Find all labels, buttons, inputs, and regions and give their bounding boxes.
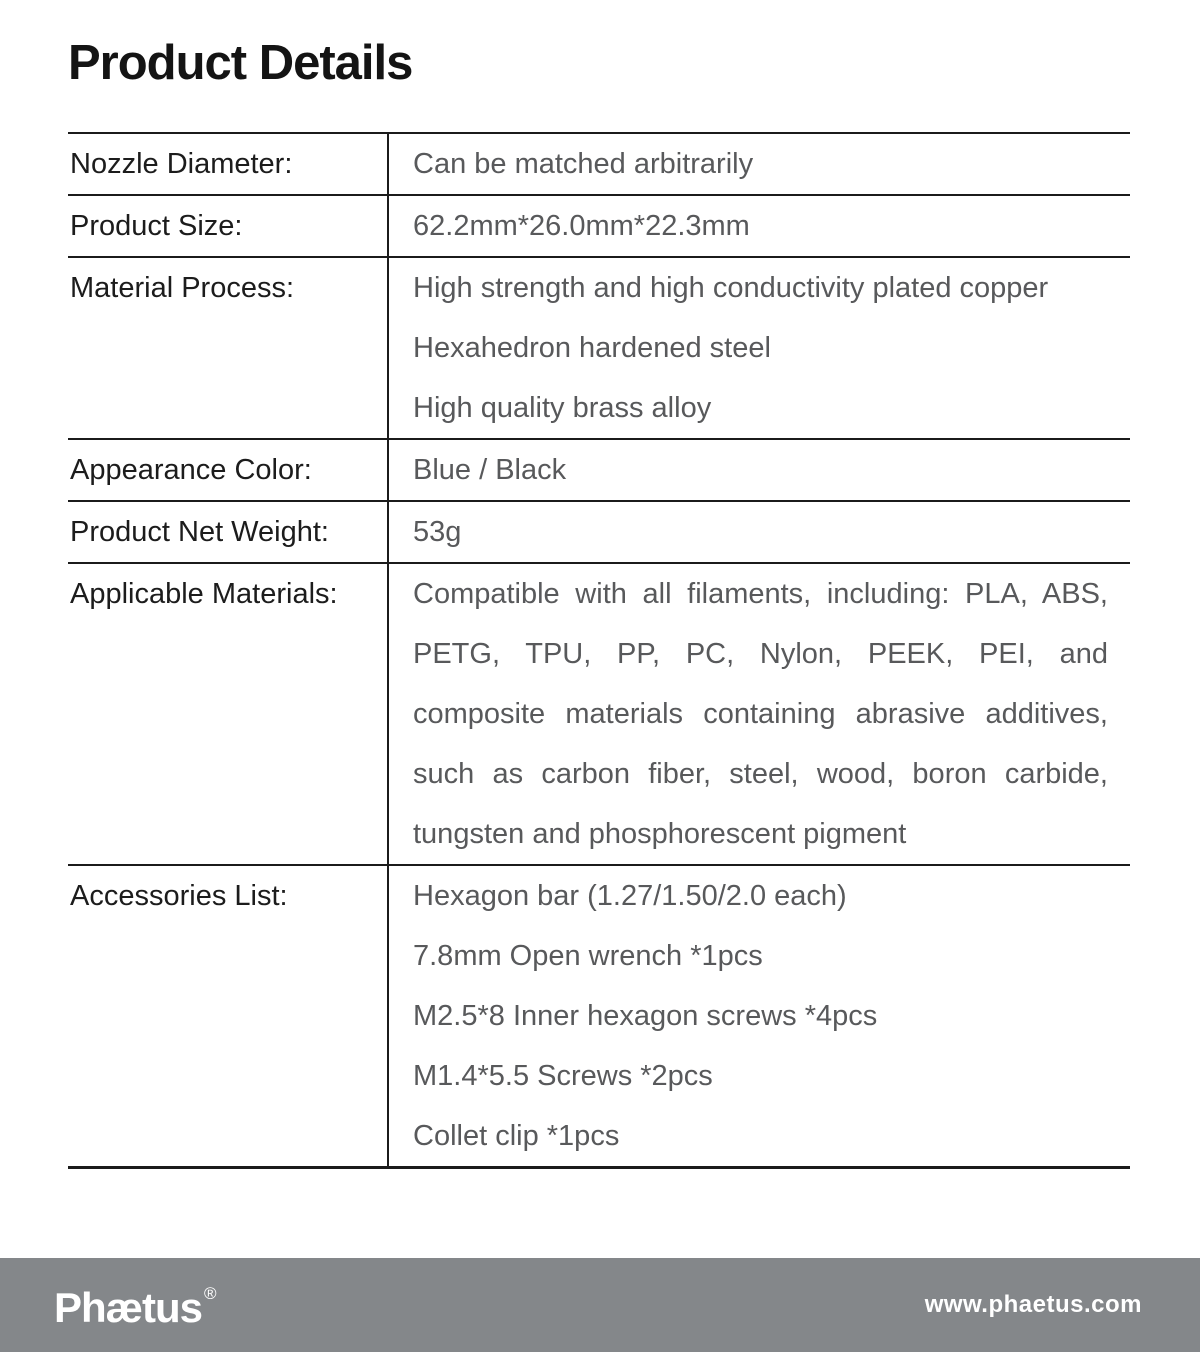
footer-bar bbox=[0, 1258, 1200, 1352]
row-value bbox=[389, 866, 1130, 1166]
row-value bbox=[389, 196, 1130, 256]
page-title: Product Details bbox=[68, 36, 413, 90]
row-value bbox=[389, 134, 1130, 194]
row-label: Product Net Weight: bbox=[68, 502, 389, 562]
table-row-appearance-color bbox=[68, 438, 1130, 500]
value-line: PETG, TPU, PP, PC, Nylon, PEEK, PEI, and bbox=[413, 638, 1108, 670]
row-label: Material Process: bbox=[68, 258, 389, 438]
value-line: tungsten and phosphorescent pigment bbox=[413, 818, 907, 850]
row-value bbox=[389, 564, 1130, 864]
value-line: Compatible with all filaments, including: PLA, ABS, bbox=[413, 578, 1108, 610]
logo-text: Phætus bbox=[54, 1284, 203, 1331]
value-line: Can be matched arbitrarily bbox=[413, 148, 754, 180]
row-value bbox=[389, 502, 1130, 562]
value-line: Hexahedron hardened steel bbox=[413, 332, 771, 364]
row-label: Nozzle Diameter: bbox=[68, 134, 389, 194]
row-label: Accessories List: bbox=[68, 866, 389, 1166]
row-label: Appearance Color: bbox=[68, 440, 389, 500]
value-line: 62.2mm*26.0mm*22.3mm bbox=[413, 210, 750, 242]
value-line: High quality brass alloy bbox=[413, 392, 712, 424]
table-row-product-size bbox=[68, 194, 1130, 256]
registered-trademark-icon: ® bbox=[204, 1284, 217, 1303]
value-line: Hexagon bar (1.27/1.50/2.0 each) bbox=[413, 880, 847, 912]
value-line: composite materials containing abrasive additives, bbox=[413, 698, 1108, 730]
table-row-product-net-weight bbox=[68, 500, 1130, 562]
value-line: Collet clip *1pcs bbox=[413, 1120, 620, 1152]
table-row-accessories-list bbox=[68, 864, 1130, 1166]
table-row-applicable-materials bbox=[68, 562, 1130, 864]
table-row-nozzle-diameter bbox=[68, 132, 1130, 194]
product-spec-table bbox=[68, 132, 1130, 1169]
value-line: 53g bbox=[413, 516, 462, 548]
row-value bbox=[389, 258, 1130, 438]
value-line: 7.8mm Open wrench *1pcs bbox=[413, 940, 763, 972]
value-line: High strength and high conductivity plated copper bbox=[413, 272, 1049, 304]
value-line: Blue / Black bbox=[413, 454, 567, 486]
value-line: M1.4*5.5 Screws *2pcs bbox=[413, 1060, 713, 1092]
row-label: Applicable Materials: bbox=[68, 564, 389, 864]
phaetus-logo bbox=[54, 1281, 215, 1329]
row-label: Product Size: bbox=[68, 196, 389, 256]
website-url: www.phaetus.com bbox=[924, 1291, 1142, 1318]
value-line: such as carbon fiber, steel, wood, boron carbide, bbox=[413, 758, 1108, 790]
value-line: M2.5*8 Inner hexagon screws *4pcs bbox=[413, 1000, 878, 1032]
row-value bbox=[389, 440, 1130, 500]
table-row-material-process bbox=[68, 256, 1130, 438]
